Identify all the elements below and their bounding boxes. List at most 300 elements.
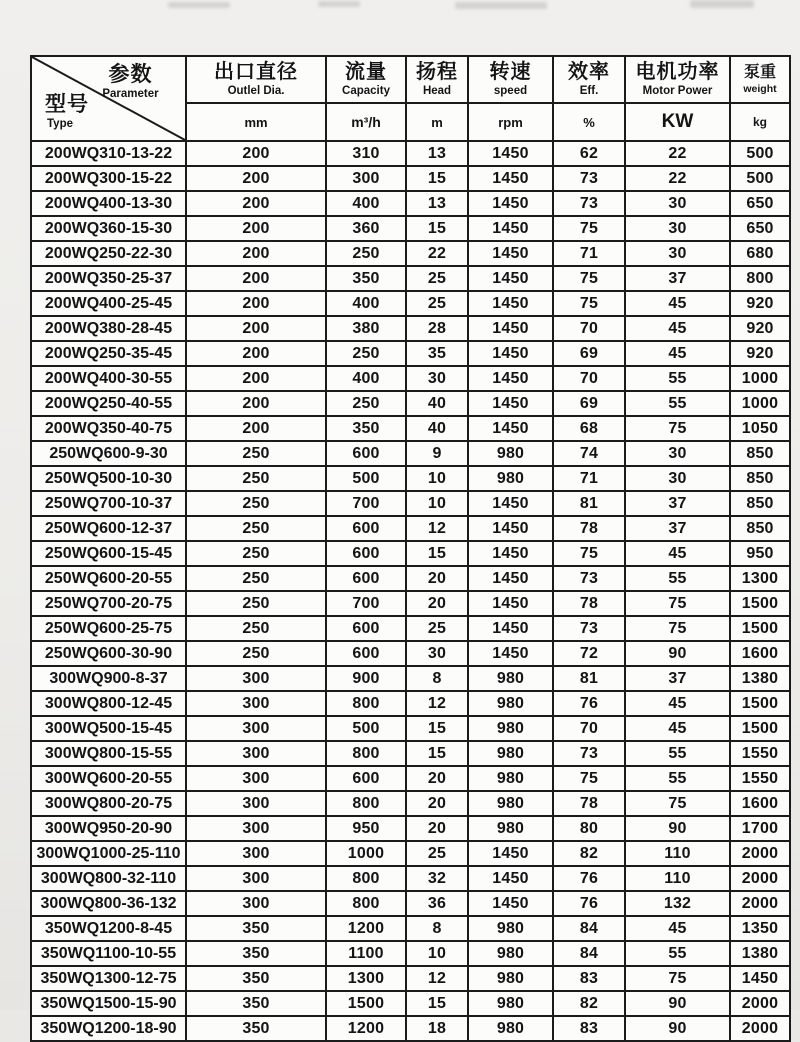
value-cell: 200 (186, 266, 326, 291)
parameter-label-zh: 参数 (108, 63, 153, 86)
value-cell: 82 (553, 841, 625, 866)
value-cell: 37 (625, 266, 730, 291)
value-cell: 1450 (468, 516, 553, 541)
pump-spec-table (30, 55, 791, 1042)
value-cell: 300 (186, 666, 326, 691)
table-row (31, 616, 790, 641)
value-cell: 300 (186, 791, 326, 816)
value-cell: 850 (730, 516, 790, 541)
model-cell: 350WQ1100-10-55 (31, 941, 186, 966)
unit-cell-weight: kg (730, 103, 790, 141)
value-cell: 600 (326, 616, 406, 641)
value-cell: 1200 (326, 916, 406, 941)
value-cell: 12 (406, 966, 468, 991)
value-cell: 45 (625, 541, 730, 566)
value-cell: 2000 (730, 891, 790, 916)
value-cell: 55 (625, 741, 730, 766)
model-cell: 200WQ400-30-55 (31, 366, 186, 391)
value-cell: 200 (186, 416, 326, 441)
value-cell: 600 (326, 766, 406, 791)
value-cell: 600 (326, 441, 406, 466)
column-label-zh: 扬程 (416, 61, 458, 84)
model-cell: 250WQ700-10-37 (31, 491, 186, 516)
model-cell: 350WQ1200-18-90 (31, 1016, 186, 1041)
value-cell: 62 (553, 141, 625, 166)
value-cell: 300 (186, 691, 326, 716)
value-cell: 1500 (730, 716, 790, 741)
value-cell: 600 (326, 641, 406, 666)
value-cell: 300 (186, 866, 326, 891)
value-cell: 12 (406, 516, 468, 541)
value-cell: 350 (186, 941, 326, 966)
column-header-efficiency (553, 56, 625, 103)
unit-cell-capacity: m³/h (326, 103, 406, 141)
model-cell: 200WQ350-40-75 (31, 416, 186, 441)
value-cell: 650 (730, 191, 790, 216)
corner-parameter-label (80, 63, 181, 101)
value-cell: 200 (186, 366, 326, 391)
model-cell: 250WQ700-20-75 (31, 591, 186, 616)
value-cell: 1600 (730, 641, 790, 666)
value-cell: 920 (730, 341, 790, 366)
model-cell: 250WQ600-12-37 (31, 516, 186, 541)
column-header-capacity (326, 56, 406, 103)
value-cell: 900 (326, 666, 406, 691)
value-cell: 920 (730, 291, 790, 316)
model-cell: 350WQ1300-12-75 (31, 966, 186, 991)
value-cell: 1450 (468, 416, 553, 441)
value-cell: 81 (553, 491, 625, 516)
unit-cell-outlet-dia: mm (186, 103, 326, 141)
value-cell: 69 (553, 341, 625, 366)
value-cell: 71 (553, 466, 625, 491)
model-cell: 200WQ380-28-45 (31, 316, 186, 341)
column-label-zh: 转速 (489, 61, 532, 84)
value-cell: 75 (625, 791, 730, 816)
value-cell: 700 (326, 591, 406, 616)
table-row (31, 691, 790, 716)
value-cell: 83 (553, 1016, 625, 1041)
value-cell: 1450 (468, 166, 553, 191)
table-row (31, 541, 790, 566)
value-cell: 22 (406, 241, 468, 266)
value-cell: 1450 (468, 141, 553, 166)
scan-artifact (690, 0, 754, 8)
value-cell: 980 (468, 991, 553, 1016)
value-cell: 1000 (730, 366, 790, 391)
value-cell: 200 (186, 166, 326, 191)
value-cell: 300 (186, 816, 326, 841)
value-cell: 850 (730, 441, 790, 466)
value-cell: 84 (553, 916, 625, 941)
value-cell: 15 (406, 541, 468, 566)
value-cell: 2000 (730, 991, 790, 1016)
value-cell: 300 (186, 891, 326, 916)
value-cell: 76 (553, 891, 625, 916)
value-cell: 45 (625, 341, 730, 366)
value-cell: 1450 (468, 216, 553, 241)
value-cell: 68 (553, 416, 625, 441)
value-cell: 73 (553, 741, 625, 766)
table-row (31, 941, 790, 966)
scan-artifact (168, 2, 230, 8)
value-cell: 1500 (730, 591, 790, 616)
value-cell: 10 (406, 941, 468, 966)
value-cell: 250 (326, 391, 406, 416)
value-cell: 13 (406, 191, 468, 216)
table-row (31, 316, 790, 341)
model-cell: 200WQ400-13-30 (31, 191, 186, 216)
value-cell: 20 (406, 816, 468, 841)
value-cell: 1500 (730, 691, 790, 716)
column-label-zh: 泵重 (743, 63, 776, 81)
model-cell: 300WQ900-8-37 (31, 666, 186, 691)
value-cell: 30 (625, 241, 730, 266)
value-cell: 1350 (730, 916, 790, 941)
value-cell: 980 (468, 666, 553, 691)
value-cell: 200 (186, 216, 326, 241)
value-cell: 20 (406, 766, 468, 791)
value-cell: 250 (186, 566, 326, 591)
unit-cell-speed: rpm (468, 103, 553, 141)
column-label-en: Head (422, 85, 452, 98)
table-row (31, 166, 790, 191)
value-cell: 40 (406, 416, 468, 441)
model-cell: 250WQ600-20-55 (31, 566, 186, 591)
model-cell: 200WQ250-35-45 (31, 341, 186, 366)
value-cell: 15 (406, 716, 468, 741)
value-cell: 78 (553, 516, 625, 541)
value-cell: 200 (186, 341, 326, 366)
model-cell: 300WQ800-12-45 (31, 691, 186, 716)
value-cell: 850 (730, 491, 790, 516)
value-cell: 30 (625, 441, 730, 466)
value-cell: 22 (625, 141, 730, 166)
value-cell: 1500 (730, 616, 790, 641)
value-cell: 76 (553, 866, 625, 891)
model-cell: 300WQ1000-25-110 (31, 841, 186, 866)
unit-cell-efficiency: % (553, 103, 625, 141)
value-cell: 980 (468, 441, 553, 466)
value-cell: 700 (326, 491, 406, 516)
value-cell: 45 (625, 716, 730, 741)
column-header-weight (730, 56, 790, 103)
value-cell: 75 (553, 766, 625, 791)
value-cell: 1450 (468, 391, 553, 416)
header-row-main (31, 56, 790, 103)
value-cell: 1450 (468, 866, 553, 891)
column-label-en: Capacity (342, 85, 390, 98)
value-cell: 350 (186, 1016, 326, 1041)
value-cell: 73 (553, 566, 625, 591)
model-cell: 200WQ310-13-22 (31, 141, 186, 166)
value-cell: 15 (406, 216, 468, 241)
value-cell: 45 (625, 916, 730, 941)
value-cell: 30 (625, 466, 730, 491)
value-cell: 980 (468, 466, 553, 491)
value-cell: 9 (406, 441, 468, 466)
table-row (31, 241, 790, 266)
value-cell: 200 (186, 391, 326, 416)
table-row (31, 841, 790, 866)
value-cell: 1450 (468, 191, 553, 216)
value-cell: 1450 (468, 591, 553, 616)
unit-cell-head: m (406, 103, 468, 141)
value-cell: 500 (730, 141, 790, 166)
value-cell: 75 (553, 216, 625, 241)
value-cell: 30 (625, 191, 730, 216)
value-cell: 500 (326, 466, 406, 491)
table-row (31, 266, 790, 291)
value-cell: 55 (625, 366, 730, 391)
value-cell: 250 (186, 516, 326, 541)
value-cell: 980 (468, 941, 553, 966)
value-cell: 10 (406, 466, 468, 491)
value-cell: 25 (406, 841, 468, 866)
table-row (31, 991, 790, 1016)
table-row (31, 966, 790, 991)
value-cell: 800 (730, 266, 790, 291)
model-cell: 200WQ250-22-30 (31, 241, 186, 266)
value-cell: 250 (186, 541, 326, 566)
value-cell: 55 (625, 766, 730, 791)
table-row (31, 766, 790, 791)
value-cell: 132 (625, 891, 730, 916)
value-cell: 600 (326, 541, 406, 566)
column-label-en: weight (743, 82, 777, 95)
model-cell: 250WQ600-25-75 (31, 616, 186, 641)
value-cell: 78 (553, 791, 625, 816)
type-label-en: Type (47, 118, 73, 131)
value-cell: 1450 (730, 966, 790, 991)
value-cell: 1050 (730, 416, 790, 441)
value-cell: 40 (406, 391, 468, 416)
table-row (31, 191, 790, 216)
value-cell: 300 (186, 741, 326, 766)
value-cell: 90 (625, 816, 730, 841)
value-cell: 200 (186, 241, 326, 266)
table-row (31, 391, 790, 416)
scan-artifact (455, 2, 547, 9)
value-cell: 35 (406, 341, 468, 366)
value-cell: 1450 (468, 291, 553, 316)
value-cell: 70 (553, 316, 625, 341)
model-cell: 300WQ800-20-75 (31, 791, 186, 816)
model-cell: 200WQ400-25-45 (31, 291, 186, 316)
value-cell: 1450 (468, 366, 553, 391)
value-cell: 81 (553, 666, 625, 691)
column-label-zh: 出口直径 (214, 61, 298, 84)
value-cell: 1300 (326, 966, 406, 991)
value-cell: 1450 (468, 541, 553, 566)
value-cell: 250 (186, 641, 326, 666)
model-cell: 200WQ350-25-37 (31, 266, 186, 291)
value-cell: 110 (625, 841, 730, 866)
table-row (31, 1016, 790, 1041)
table-row (31, 916, 790, 941)
value-cell: 71 (553, 241, 625, 266)
value-cell: 300 (326, 166, 406, 191)
value-cell: 25 (406, 266, 468, 291)
table-row (31, 466, 790, 491)
value-cell: 110 (625, 866, 730, 891)
value-cell: 73 (553, 166, 625, 191)
column-header-head (406, 56, 468, 103)
value-cell: 18 (406, 1016, 468, 1041)
column-label-zh: 电机功率 (635, 61, 720, 84)
value-cell: 1450 (468, 341, 553, 366)
model-cell: 300WQ800-32-110 (31, 866, 186, 891)
value-cell: 200 (186, 191, 326, 216)
value-cell: 920 (730, 316, 790, 341)
value-cell: 70 (553, 716, 625, 741)
value-cell: 250 (186, 466, 326, 491)
column-header-speed (468, 56, 553, 103)
table-row (31, 141, 790, 166)
value-cell: 75 (625, 591, 730, 616)
value-cell: 1450 (468, 316, 553, 341)
value-cell: 75 (625, 416, 730, 441)
value-cell: 1450 (468, 266, 553, 291)
table-row (31, 741, 790, 766)
value-cell: 83 (553, 966, 625, 991)
value-cell: 1200 (326, 1016, 406, 1041)
value-cell: 800 (326, 891, 406, 916)
value-cell: 200 (186, 141, 326, 166)
model-cell: 350WQ1500-15-90 (31, 991, 186, 1016)
value-cell: 45 (625, 691, 730, 716)
value-cell: 25 (406, 291, 468, 316)
value-cell: 30 (625, 216, 730, 241)
table-row (31, 416, 790, 441)
value-cell: 37 (625, 666, 730, 691)
value-cell: 380 (326, 316, 406, 341)
value-cell: 300 (186, 766, 326, 791)
table-row (31, 891, 790, 916)
model-cell: 300WQ800-36-132 (31, 891, 186, 916)
value-cell: 680 (730, 241, 790, 266)
model-cell: 250WQ600-30-90 (31, 641, 186, 666)
value-cell: 600 (326, 516, 406, 541)
value-cell: 1450 (468, 491, 553, 516)
value-cell: 1450 (468, 641, 553, 666)
table-row (31, 491, 790, 516)
value-cell: 69 (553, 391, 625, 416)
table-row (31, 516, 790, 541)
value-cell: 30 (406, 641, 468, 666)
table-row (31, 366, 790, 391)
value-cell: 500 (730, 166, 790, 191)
value-cell: 55 (625, 941, 730, 966)
model-cell: 300WQ500-15-45 (31, 716, 186, 741)
value-cell: 1450 (468, 241, 553, 266)
value-cell: 20 (406, 591, 468, 616)
value-cell: 72 (553, 641, 625, 666)
column-header-outlet-dia (186, 56, 326, 103)
value-cell: 400 (326, 291, 406, 316)
value-cell: 8 (406, 916, 468, 941)
value-cell: 950 (730, 541, 790, 566)
model-cell: 250WQ600-9-30 (31, 441, 186, 466)
value-cell: 800 (326, 791, 406, 816)
value-cell: 1000 (730, 391, 790, 416)
value-cell: 55 (625, 391, 730, 416)
model-cell: 250WQ600-15-45 (31, 541, 186, 566)
value-cell: 350 (326, 266, 406, 291)
value-cell: 74 (553, 441, 625, 466)
value-cell: 800 (326, 866, 406, 891)
value-cell: 73 (553, 616, 625, 641)
corner-type-label (45, 93, 89, 131)
value-cell: 1450 (468, 841, 553, 866)
model-cell: 200WQ300-15-22 (31, 166, 186, 191)
corner-header-cell (31, 56, 186, 141)
value-cell: 980 (468, 916, 553, 941)
value-cell: 90 (625, 1016, 730, 1041)
value-cell: 400 (326, 191, 406, 216)
table-row (31, 216, 790, 241)
column-label-en: Eff. (579, 85, 599, 98)
column-label-zh: 流量 (345, 61, 387, 84)
value-cell: 75 (553, 266, 625, 291)
value-cell: 45 (625, 291, 730, 316)
table-row (31, 716, 790, 741)
value-cell: 850 (730, 466, 790, 491)
value-cell: 1700 (730, 816, 790, 841)
value-cell: 75 (625, 966, 730, 991)
value-cell: 980 (468, 791, 553, 816)
column-label-en: Outlel Dia. (227, 85, 285, 98)
value-cell: 1450 (468, 616, 553, 641)
value-cell: 84 (553, 941, 625, 966)
value-cell: 1300 (730, 566, 790, 591)
value-cell: 1550 (730, 766, 790, 791)
value-cell: 10 (406, 491, 468, 516)
value-cell: 250 (186, 591, 326, 616)
value-cell: 980 (468, 691, 553, 716)
table-row (31, 666, 790, 691)
value-cell: 32 (406, 866, 468, 891)
table-row (31, 341, 790, 366)
value-cell: 15 (406, 991, 468, 1016)
value-cell: 250 (186, 616, 326, 641)
column-label-en: Motor Power (642, 85, 713, 98)
value-cell: 37 (625, 516, 730, 541)
value-cell: 980 (468, 966, 553, 991)
table-row (31, 641, 790, 666)
value-cell: 73 (553, 191, 625, 216)
table-row (31, 566, 790, 591)
model-cell: 300WQ800-15-55 (31, 741, 186, 766)
column-label-en: speed (493, 85, 528, 98)
value-cell: 250 (326, 241, 406, 266)
value-cell: 2000 (730, 866, 790, 891)
value-cell: 1380 (730, 666, 790, 691)
value-cell: 400 (326, 366, 406, 391)
value-cell: 1550 (730, 741, 790, 766)
unit-cell-motor-power: KW (625, 103, 730, 141)
value-cell: 20 (406, 566, 468, 591)
value-cell: 500 (326, 716, 406, 741)
value-cell: 1000 (326, 841, 406, 866)
value-cell: 600 (326, 566, 406, 591)
value-cell: 800 (326, 741, 406, 766)
value-cell: 250 (186, 491, 326, 516)
value-cell: 30 (406, 366, 468, 391)
model-cell: 300WQ600-20-55 (31, 766, 186, 791)
value-cell: 76 (553, 691, 625, 716)
value-cell: 45 (625, 316, 730, 341)
